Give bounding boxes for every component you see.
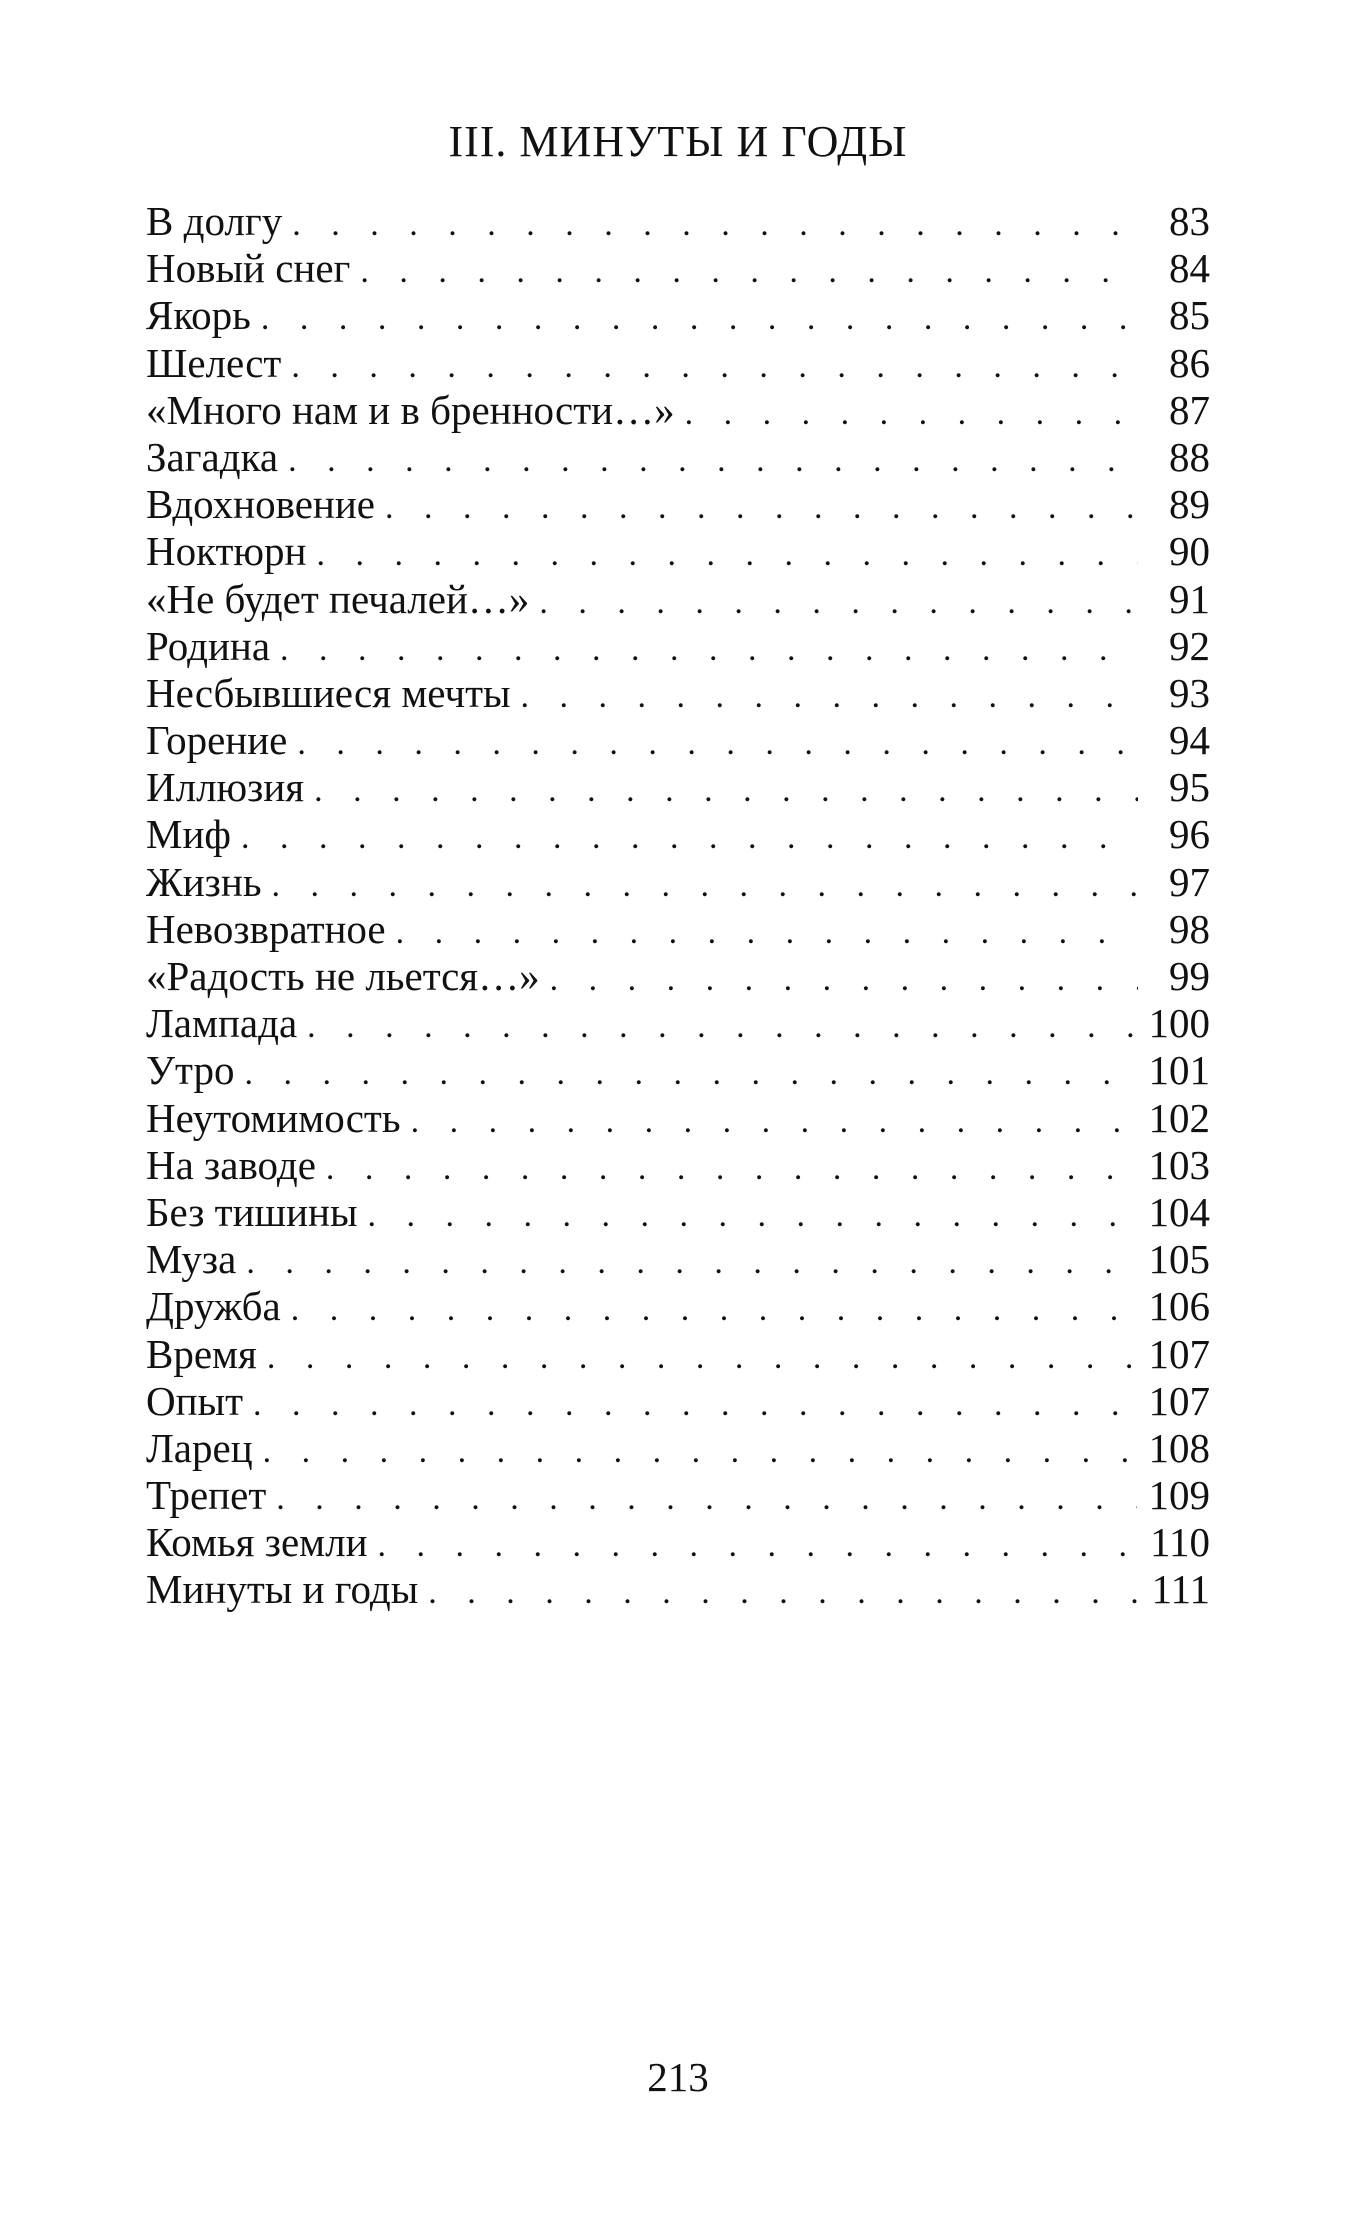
toc-entry bbox=[146, 340, 1210, 387]
toc-entry-title: Миф bbox=[146, 811, 231, 858]
toc-leader-dots bbox=[267, 1334, 1137, 1381]
toc-leader-dots bbox=[263, 1428, 1137, 1475]
toc-entry-page: 107 bbox=[1148, 1377, 1210, 1424]
toc-entry bbox=[146, 481, 1210, 528]
toc-entry-title: Дружба bbox=[146, 1283, 281, 1330]
toc-entry bbox=[146, 434, 1210, 481]
toc-entry-page: 97 bbox=[1169, 858, 1210, 905]
page-number: 213 bbox=[647, 2054, 709, 2100]
toc-entry-title: Неутомимость bbox=[146, 1094, 401, 1141]
toc-leader-dots bbox=[360, 248, 1138, 295]
toc-entry bbox=[146, 1000, 1210, 1047]
toc-entry-title: Якорь bbox=[146, 292, 251, 339]
toc-entry bbox=[146, 1378, 1210, 1425]
toc-entry-page: 96 bbox=[1169, 811, 1210, 858]
toc-entry-page: 91 bbox=[1169, 575, 1210, 622]
toc-entry-title: Утро bbox=[146, 1047, 235, 1094]
toc-entry-page: 109 bbox=[1148, 1472, 1210, 1519]
toc-entry bbox=[146, 670, 1210, 717]
toc-entry-title: Без тишины bbox=[146, 1188, 358, 1235]
toc-entry bbox=[146, 1519, 1210, 1566]
toc-entry bbox=[146, 623, 1210, 670]
toc-entry bbox=[146, 576, 1210, 623]
toc-entry-page: 84 bbox=[1169, 245, 1210, 292]
toc-entry-title: Несбывшиеся мечты bbox=[146, 669, 511, 716]
toc-leader-dots bbox=[307, 1003, 1136, 1050]
toc-leader-dots bbox=[291, 1286, 1137, 1333]
toc-entry bbox=[146, 1047, 1210, 1094]
toc-entry bbox=[146, 292, 1210, 339]
toc-entry bbox=[146, 198, 1210, 245]
toc-entry-page: 102 bbox=[1148, 1094, 1210, 1141]
toc-entry-page: 108 bbox=[1148, 1424, 1210, 1471]
toc-entry-page: 92 bbox=[1169, 622, 1210, 669]
toc-leader-dots bbox=[428, 1569, 1138, 1616]
toc-leader-dots bbox=[385, 484, 1138, 531]
toc-leader-dots bbox=[280, 626, 1138, 673]
toc-leader-dots bbox=[396, 909, 1138, 956]
toc-leader-dots bbox=[288, 437, 1138, 484]
toc-entry-page: 99 bbox=[1169, 953, 1210, 999]
toc-leader-dots bbox=[539, 579, 1138, 626]
toc-entry bbox=[146, 1283, 1210, 1330]
toc-leader-dots bbox=[685, 390, 1138, 437]
toc-leader-dots bbox=[316, 531, 1138, 578]
toc-entry-page: 105 bbox=[1148, 1236, 1210, 1283]
toc-entry-title: Вдохновение bbox=[146, 481, 376, 528]
table-of-contents bbox=[146, 198, 1210, 1614]
toc-entry-title: Ноктюрн bbox=[146, 528, 307, 575]
toc-leader-dots bbox=[253, 1381, 1136, 1428]
toc-entry-page: 107 bbox=[1148, 1330, 1210, 1377]
toc-entry-page: 87 bbox=[1169, 386, 1210, 433]
toc-entry bbox=[146, 528, 1210, 575]
toc-leader-dots bbox=[244, 1050, 1136, 1097]
section-title: III. МИНУТЫ И ГОДЫ bbox=[448, 117, 908, 166]
toc-entry-title: Лампада bbox=[146, 1000, 298, 1047]
toc-entry-title: Новый снег bbox=[146, 245, 351, 292]
toc-entry-title: В долгу bbox=[146, 198, 283, 244]
toc-entry-title: Муза bbox=[146, 1236, 237, 1283]
toc-leader-dots bbox=[368, 1192, 1137, 1239]
toc-entry-page: 93 bbox=[1169, 669, 1210, 716]
toc-entry-page: 111 bbox=[1151, 1566, 1210, 1613]
toc-leader-dots bbox=[292, 201, 1138, 248]
toc-entry-title: Жизнь bbox=[146, 858, 262, 905]
toc-leader-dots bbox=[378, 1522, 1138, 1569]
toc-entry-title: Минуты и годы bbox=[146, 1566, 419, 1613]
toc-leader-dots bbox=[261, 295, 1138, 342]
toc-entry-page: 86 bbox=[1169, 339, 1210, 386]
toc-entry-title: Комья земли bbox=[146, 1519, 368, 1566]
toc-entry-page: 83 bbox=[1169, 198, 1210, 244]
toc-entry bbox=[146, 1472, 1210, 1519]
toc-entry bbox=[146, 811, 1210, 858]
toc-entry-title: Трепет bbox=[146, 1472, 267, 1519]
toc-entry-page: 100 bbox=[1148, 1000, 1210, 1047]
toc-entry bbox=[146, 1189, 1210, 1236]
toc-entry bbox=[146, 1425, 1210, 1472]
toc-entry-page: 106 bbox=[1148, 1283, 1210, 1330]
toc-entry-page: 94 bbox=[1169, 717, 1210, 764]
toc-entry-page: 90 bbox=[1169, 528, 1210, 575]
toc-entry bbox=[146, 245, 1210, 292]
toc-leader-dots bbox=[291, 343, 1138, 390]
toc-entry bbox=[146, 387, 1210, 434]
toc-entry-title: Загадка bbox=[146, 433, 279, 480]
toc-entry bbox=[146, 1142, 1210, 1189]
toc-entry-title: Горение bbox=[146, 717, 288, 764]
toc-entry-page: 103 bbox=[1148, 1141, 1210, 1188]
toc-leader-dots bbox=[241, 814, 1138, 861]
toc-entry-page: 85 bbox=[1169, 292, 1210, 339]
toc-entry-page: 89 bbox=[1169, 481, 1210, 528]
toc-entry-title: Опыт bbox=[146, 1377, 244, 1424]
toc-entry bbox=[146, 906, 1210, 953]
toc-entry-title: Родина bbox=[146, 622, 271, 669]
toc-leader-dots bbox=[272, 862, 1138, 909]
toc-entry-title: На заводе bbox=[146, 1141, 316, 1188]
toc-leader-dots bbox=[276, 1475, 1136, 1522]
toc-entry-page: 110 bbox=[1150, 1519, 1210, 1566]
toc-entry-title: Ларец bbox=[146, 1424, 253, 1471]
toc-entry-page: 98 bbox=[1169, 905, 1210, 952]
toc-entry bbox=[146, 1236, 1210, 1283]
toc-entry bbox=[146, 1095, 1210, 1142]
toc-leader-dots bbox=[326, 1145, 1137, 1192]
toc-entry-title: Шелест bbox=[146, 339, 282, 386]
toc-leader-dots bbox=[550, 956, 1138, 1003]
toc-leader-dots bbox=[411, 1098, 1137, 1145]
toc-leader-dots bbox=[314, 767, 1138, 814]
toc-entry bbox=[146, 1566, 1210, 1613]
toc-entry-page: 101 bbox=[1148, 1047, 1210, 1094]
toc-leader-dots bbox=[246, 1239, 1136, 1286]
toc-entry-title: Невозвратное bbox=[146, 905, 386, 952]
toc-entry bbox=[146, 1331, 1210, 1378]
toc-entry bbox=[146, 953, 1210, 1000]
toc-leader-dots bbox=[297, 720, 1138, 767]
toc-leader-dots bbox=[521, 673, 1138, 720]
toc-entry-title: Время bbox=[146, 1330, 257, 1377]
toc-entry-title: «Радость не льется…» bbox=[146, 953, 540, 999]
toc-entry-title: «Не будет печалей…» bbox=[146, 575, 530, 622]
toc-entry bbox=[146, 764, 1210, 811]
toc-entry bbox=[146, 859, 1210, 906]
toc-entry-title: «Много нам и в бренности…» bbox=[146, 386, 675, 433]
toc-entry-page: 104 bbox=[1148, 1188, 1210, 1235]
toc-entry-title: Иллюзия bbox=[146, 764, 305, 811]
toc-entry-page: 95 bbox=[1169, 764, 1210, 811]
toc-entry-page: 88 bbox=[1169, 433, 1210, 480]
toc-entry bbox=[146, 717, 1210, 764]
